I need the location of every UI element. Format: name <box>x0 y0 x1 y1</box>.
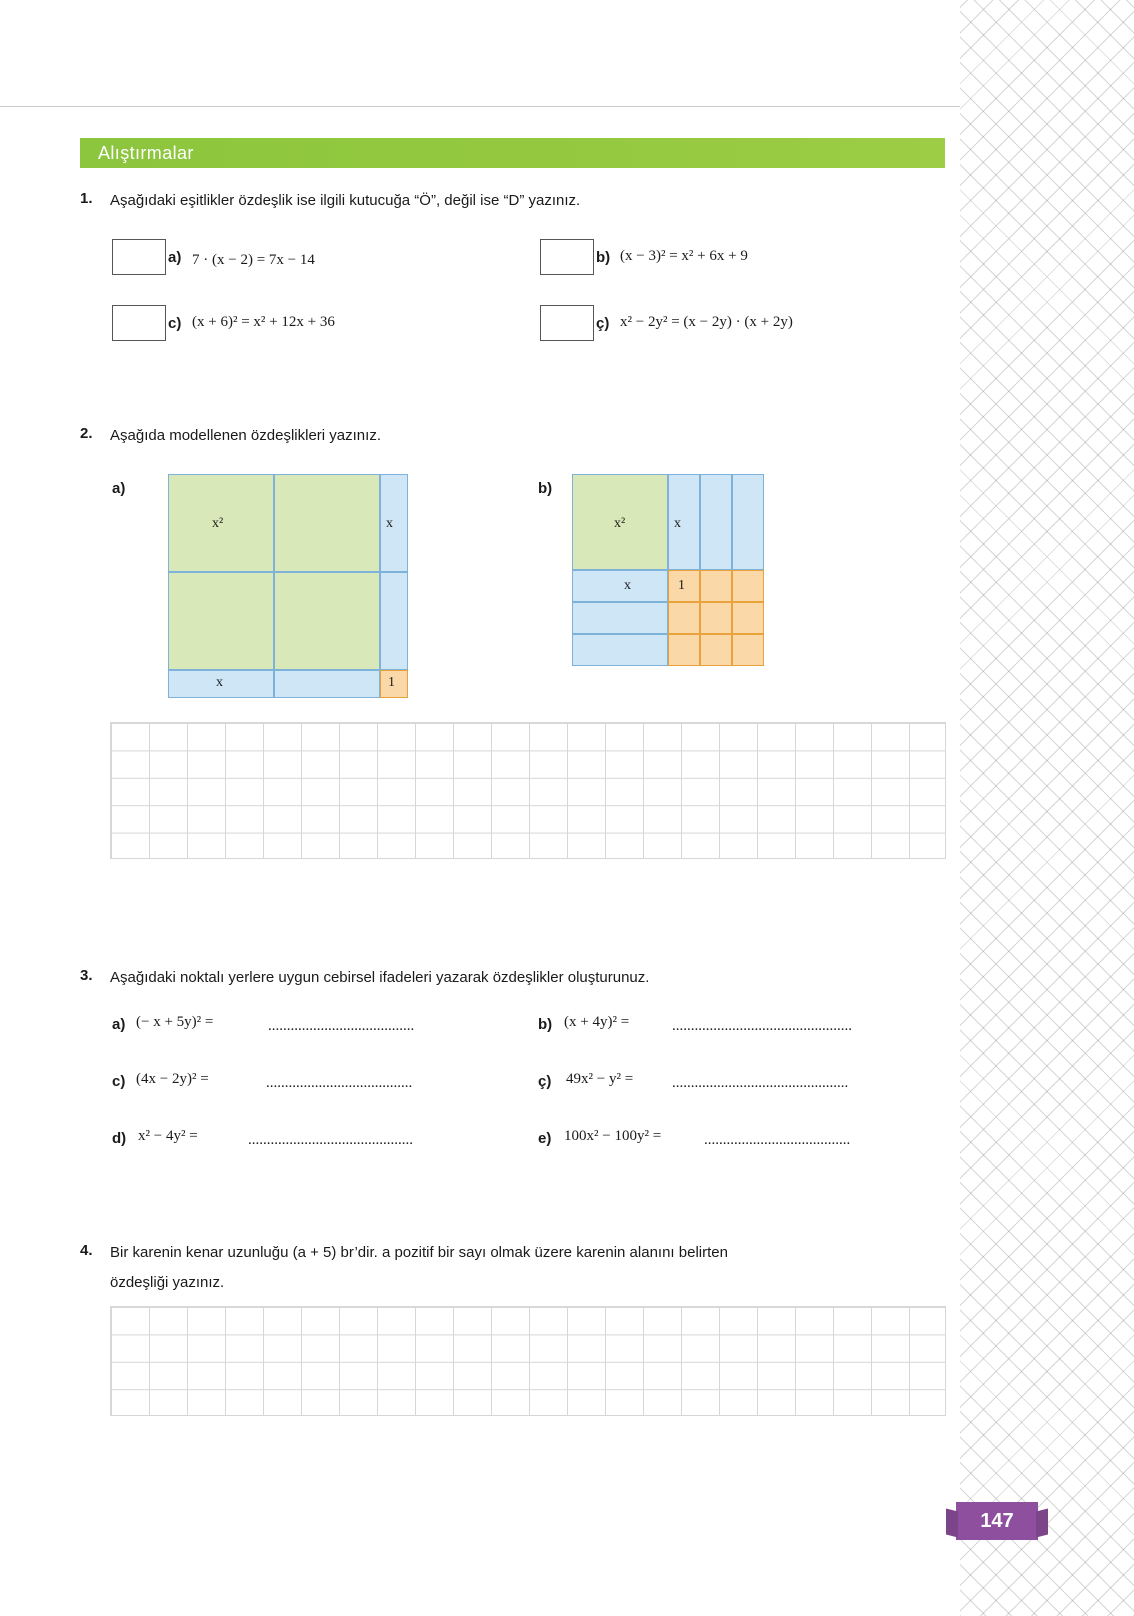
model-a-label-x-right: x <box>386 516 393 531</box>
answer-box-1c[interactable] <box>112 305 166 341</box>
question-4-text-line-1: Bir karenin kenar uzunluğu (a + 5) br’dir. a pozitif bir sayı olmak üzere karenin alanını belirten <box>110 1244 728 1261</box>
model-a-tile-green-2 <box>274 474 380 572</box>
model-b-label-one: 1 <box>678 578 685 593</box>
page-number-tab <box>956 1502 1038 1540</box>
exercises-banner <box>80 138 945 168</box>
model-b-label-x-right: x <box>674 516 681 531</box>
answer-dots-3c-cedilla[interactable]: ............................................... <box>672 1075 849 1091</box>
answer-dots-3c[interactable]: ....................................... <box>266 1075 413 1091</box>
item-label-3d: d) <box>112 1130 127 1147</box>
question-2-text: Aşağıda modellenen özdeşlikleri yazınız. <box>110 427 381 444</box>
question-1-text: Aşağıdaki eşitlikler özdeşlik ise ilgili kutucuğa “Ö”, değil ise “D” yazınız. <box>110 192 581 209</box>
model-b-tile-unit-9 <box>732 634 764 666</box>
model-a-tile-green-4 <box>274 572 380 670</box>
model-b-label-x-squared: x² <box>614 516 626 531</box>
equation-3b: (x + 4y)² = <box>564 1014 630 1030</box>
model-b-tile-unit-5 <box>700 602 732 634</box>
question-1-number: 1. <box>80 190 93 207</box>
answer-dots-3d[interactable]: ............................................ <box>248 1132 413 1148</box>
model-b-label: b) <box>538 480 553 497</box>
item-label-3c-cedilla: ç) <box>538 1073 552 1090</box>
model-a-tile-blue-right-1 <box>380 474 408 572</box>
model-a-label-x-squared: x² <box>212 516 224 531</box>
equation-3c: (4x − 2y)² = <box>136 1071 209 1087</box>
item-label-1b: b) <box>596 249 611 266</box>
item-label-1a: a) <box>168 249 182 266</box>
answer-box-1a[interactable] <box>112 239 166 275</box>
item-label-1c-cedilla: ç) <box>596 315 610 332</box>
item-label-3e: e) <box>538 1130 552 1147</box>
question-3-text: Aşağıdaki noktalı yerlere uygun cebirsel ifadeleri yazarak özdeşlikler oluşturunuz. <box>110 969 650 986</box>
equation-1a: 7 · (x − 2) = 7x − 14 <box>192 252 315 268</box>
model-b-tile-unit-2 <box>700 570 732 602</box>
model-a-label-x-bottom: x <box>216 675 223 690</box>
algebra-tile-model-a <box>168 474 395 700</box>
model-b-tile-blue-col-2 <box>700 474 732 570</box>
model-a-label: a) <box>112 480 126 497</box>
model-b-tile-blue-col-3 <box>732 474 764 570</box>
equation-3e: 100x² − 100y² = <box>564 1128 662 1144</box>
equation-1b: (x − 3)² = x² + 6x + 9 <box>620 248 748 264</box>
question-4-number: 4. <box>80 1242 93 1259</box>
algebra-tile-model-b <box>572 474 764 666</box>
answer-box-1c-cedilla[interactable] <box>540 305 594 341</box>
equation-3d: x² − 4y² = <box>138 1128 198 1144</box>
model-b-tile-unit-3 <box>732 570 764 602</box>
item-label-3c: c) <box>112 1073 126 1090</box>
answer-box-1b[interactable] <box>540 239 594 275</box>
model-b-tile-unit-4 <box>668 602 700 634</box>
exercises-banner-title: Alıştırmalar <box>98 142 194 163</box>
model-a-label-one: 1 <box>388 675 395 690</box>
model-a-tile-blue-bottom-2 <box>274 670 380 698</box>
model-b-tile-blue-row-2 <box>572 602 668 634</box>
equation-3a: (− x + 5y)² = <box>136 1014 214 1030</box>
answer-grid-question-2[interactable] <box>110 722 946 859</box>
page-number: 147 <box>980 1509 1014 1532</box>
equation-3c-cedilla: 49x² − y² = <box>566 1071 634 1087</box>
model-b-tile-unit-6 <box>732 602 764 634</box>
model-a-tile-green-3 <box>168 572 274 670</box>
question-3-number: 3. <box>80 967 93 984</box>
equation-1c-cedilla: x² − 2y² = (x − 2y) · (x + 2y) <box>620 314 793 330</box>
item-label-3b: b) <box>538 1016 553 1033</box>
item-label-1c: c) <box>168 315 182 332</box>
answer-dots-3a[interactable]: ....................................... <box>268 1018 415 1034</box>
equation-1c: (x + 6)² = x² + 12x + 36 <box>192 314 335 330</box>
model-b-tile-blue-row-1 <box>572 570 668 602</box>
answer-grid-question-4[interactable] <box>110 1306 946 1416</box>
answer-dots-3e[interactable]: ....................................... <box>704 1132 851 1148</box>
question-4-text-line-2: özdeşliği yazınız. <box>110 1274 225 1291</box>
model-a-tile-blue-right-2 <box>380 572 408 670</box>
model-b-tile-blue-row-3 <box>572 634 668 666</box>
model-b-tile-blue-col-1 <box>668 474 700 570</box>
model-b-label-x-bottom: x <box>624 578 631 593</box>
item-label-3a: a) <box>112 1016 126 1033</box>
model-b-tile-unit-8 <box>700 634 732 666</box>
decorative-hatch-margin <box>960 0 1134 1616</box>
answer-dots-3b[interactable]: ................................................ <box>672 1018 852 1034</box>
question-2-number: 2. <box>80 425 93 442</box>
model-b-tile-unit-7 <box>668 634 700 666</box>
